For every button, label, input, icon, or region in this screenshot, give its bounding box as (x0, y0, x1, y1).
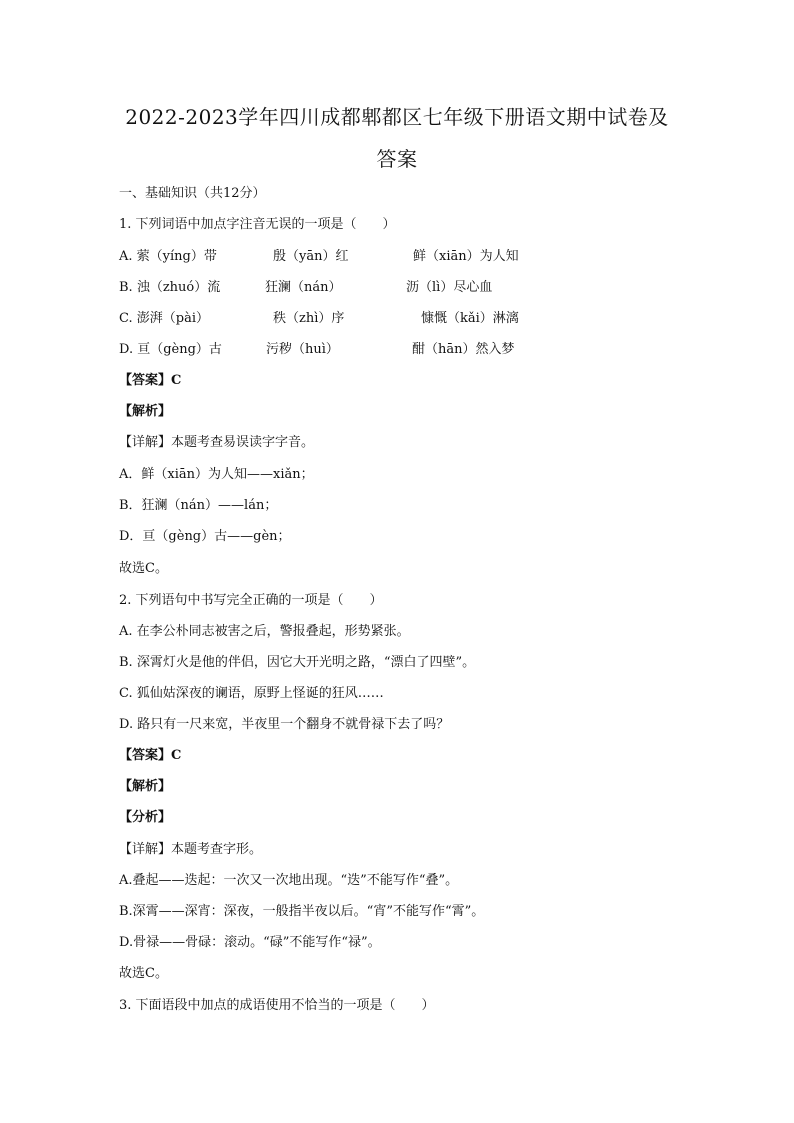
question-1-stem: 1. 下列词语中加点字注音无误的一项是（ ） (119, 217, 396, 232)
q1-option-c-3: 慷慨（kǎi）淋漓 (421, 311, 519, 326)
q1-option-a-2: 殷（yān）红 (273, 249, 349, 264)
q1-answer: 【答案】C (119, 373, 182, 388)
q1-option-a-3: 鲜（xiān）为人知 (413, 249, 519, 264)
section-heading: 一、基础知识（共12分） (119, 186, 266, 201)
q2-answer: 【答案】C (119, 748, 182, 763)
q2-conclusion: 故选C。 (119, 966, 168, 981)
page-title: 2022-2023学年四川成都郫都区七年级下册语文期中试卷及 (125, 105, 669, 129)
q1-option-c-1: C. 澎湃（pài） (119, 311, 209, 326)
question-3-stem: 3. 下面语段中加点的成语使用不恰当的一项是（ ） (119, 998, 435, 1013)
q1-option-b-3: 沥（lì）尽心血 (406, 280, 493, 295)
q1-detail: 【详解】本题考查易误读字字音。 (119, 435, 315, 450)
q2-fenxi-label: 【分析】 (119, 810, 172, 825)
q2-option-d: D. 路只有一尺来宽，半夜里一个翻身不就骨禄下去了吗？ (119, 717, 450, 732)
q2-note-a: A.叠起——迭起：一次又一次地出现。“迭”不能写作“叠”。 (119, 873, 459, 888)
question-2-stem: 2. 下列语句中书写完全正确的一项是（ ） (119, 593, 383, 608)
q2-option-c: C. 狐仙姑深夜的谰语，原野上怪诞的狂风…… (119, 686, 384, 701)
q1-note-a: A．鲜（xiān）为人知——xiǎn； (119, 467, 314, 482)
q1-option-b-1: B. 浊（zhuó）流 (119, 280, 221, 295)
q1-option-c-2: 秩（zhì）序 (273, 311, 345, 326)
q1-note-d: D．亘（gèng）古——gèn； (119, 529, 291, 544)
q1-option-b-2: 狂澜（nán） (265, 280, 342, 295)
q1-option-d-3: 酣（hān）然入梦 (412, 342, 515, 357)
q1-conclusion: 故选C。 (119, 561, 168, 576)
q1-note-b: B．狂澜（nán）——lán； (119, 498, 278, 513)
q1-option-d-1: D. 亘（gèng）古 (119, 342, 222, 357)
q2-note-b: B.深霄——深宵：深夜，一般指半夜以后。“宵”不能写作“霄”。 (119, 904, 485, 919)
q2-option-b: B. 深霄灯火是他的伴侣，因它大开光明之路，“漂白了四壁”。 (119, 655, 476, 670)
q2-analysis-label: 【解析】 (119, 779, 172, 794)
q2-note-d: D.骨禄——骨碌：滚动。“碌”不能写作“禄”。 (119, 935, 381, 950)
q1-analysis-label: 【解析】 (119, 404, 172, 419)
q1-option-d-2: 污秽（huì） (266, 342, 339, 357)
q1-option-a-1: A. 萦（yíng）带 (119, 249, 217, 264)
q2-option-a: A. 在李公朴同志被害之后，警报叠起，形势紧张。 (119, 624, 410, 639)
page-title-continued: 答案 (376, 147, 418, 171)
q2-detail: 【详解】本题考查字形。 (119, 842, 263, 857)
